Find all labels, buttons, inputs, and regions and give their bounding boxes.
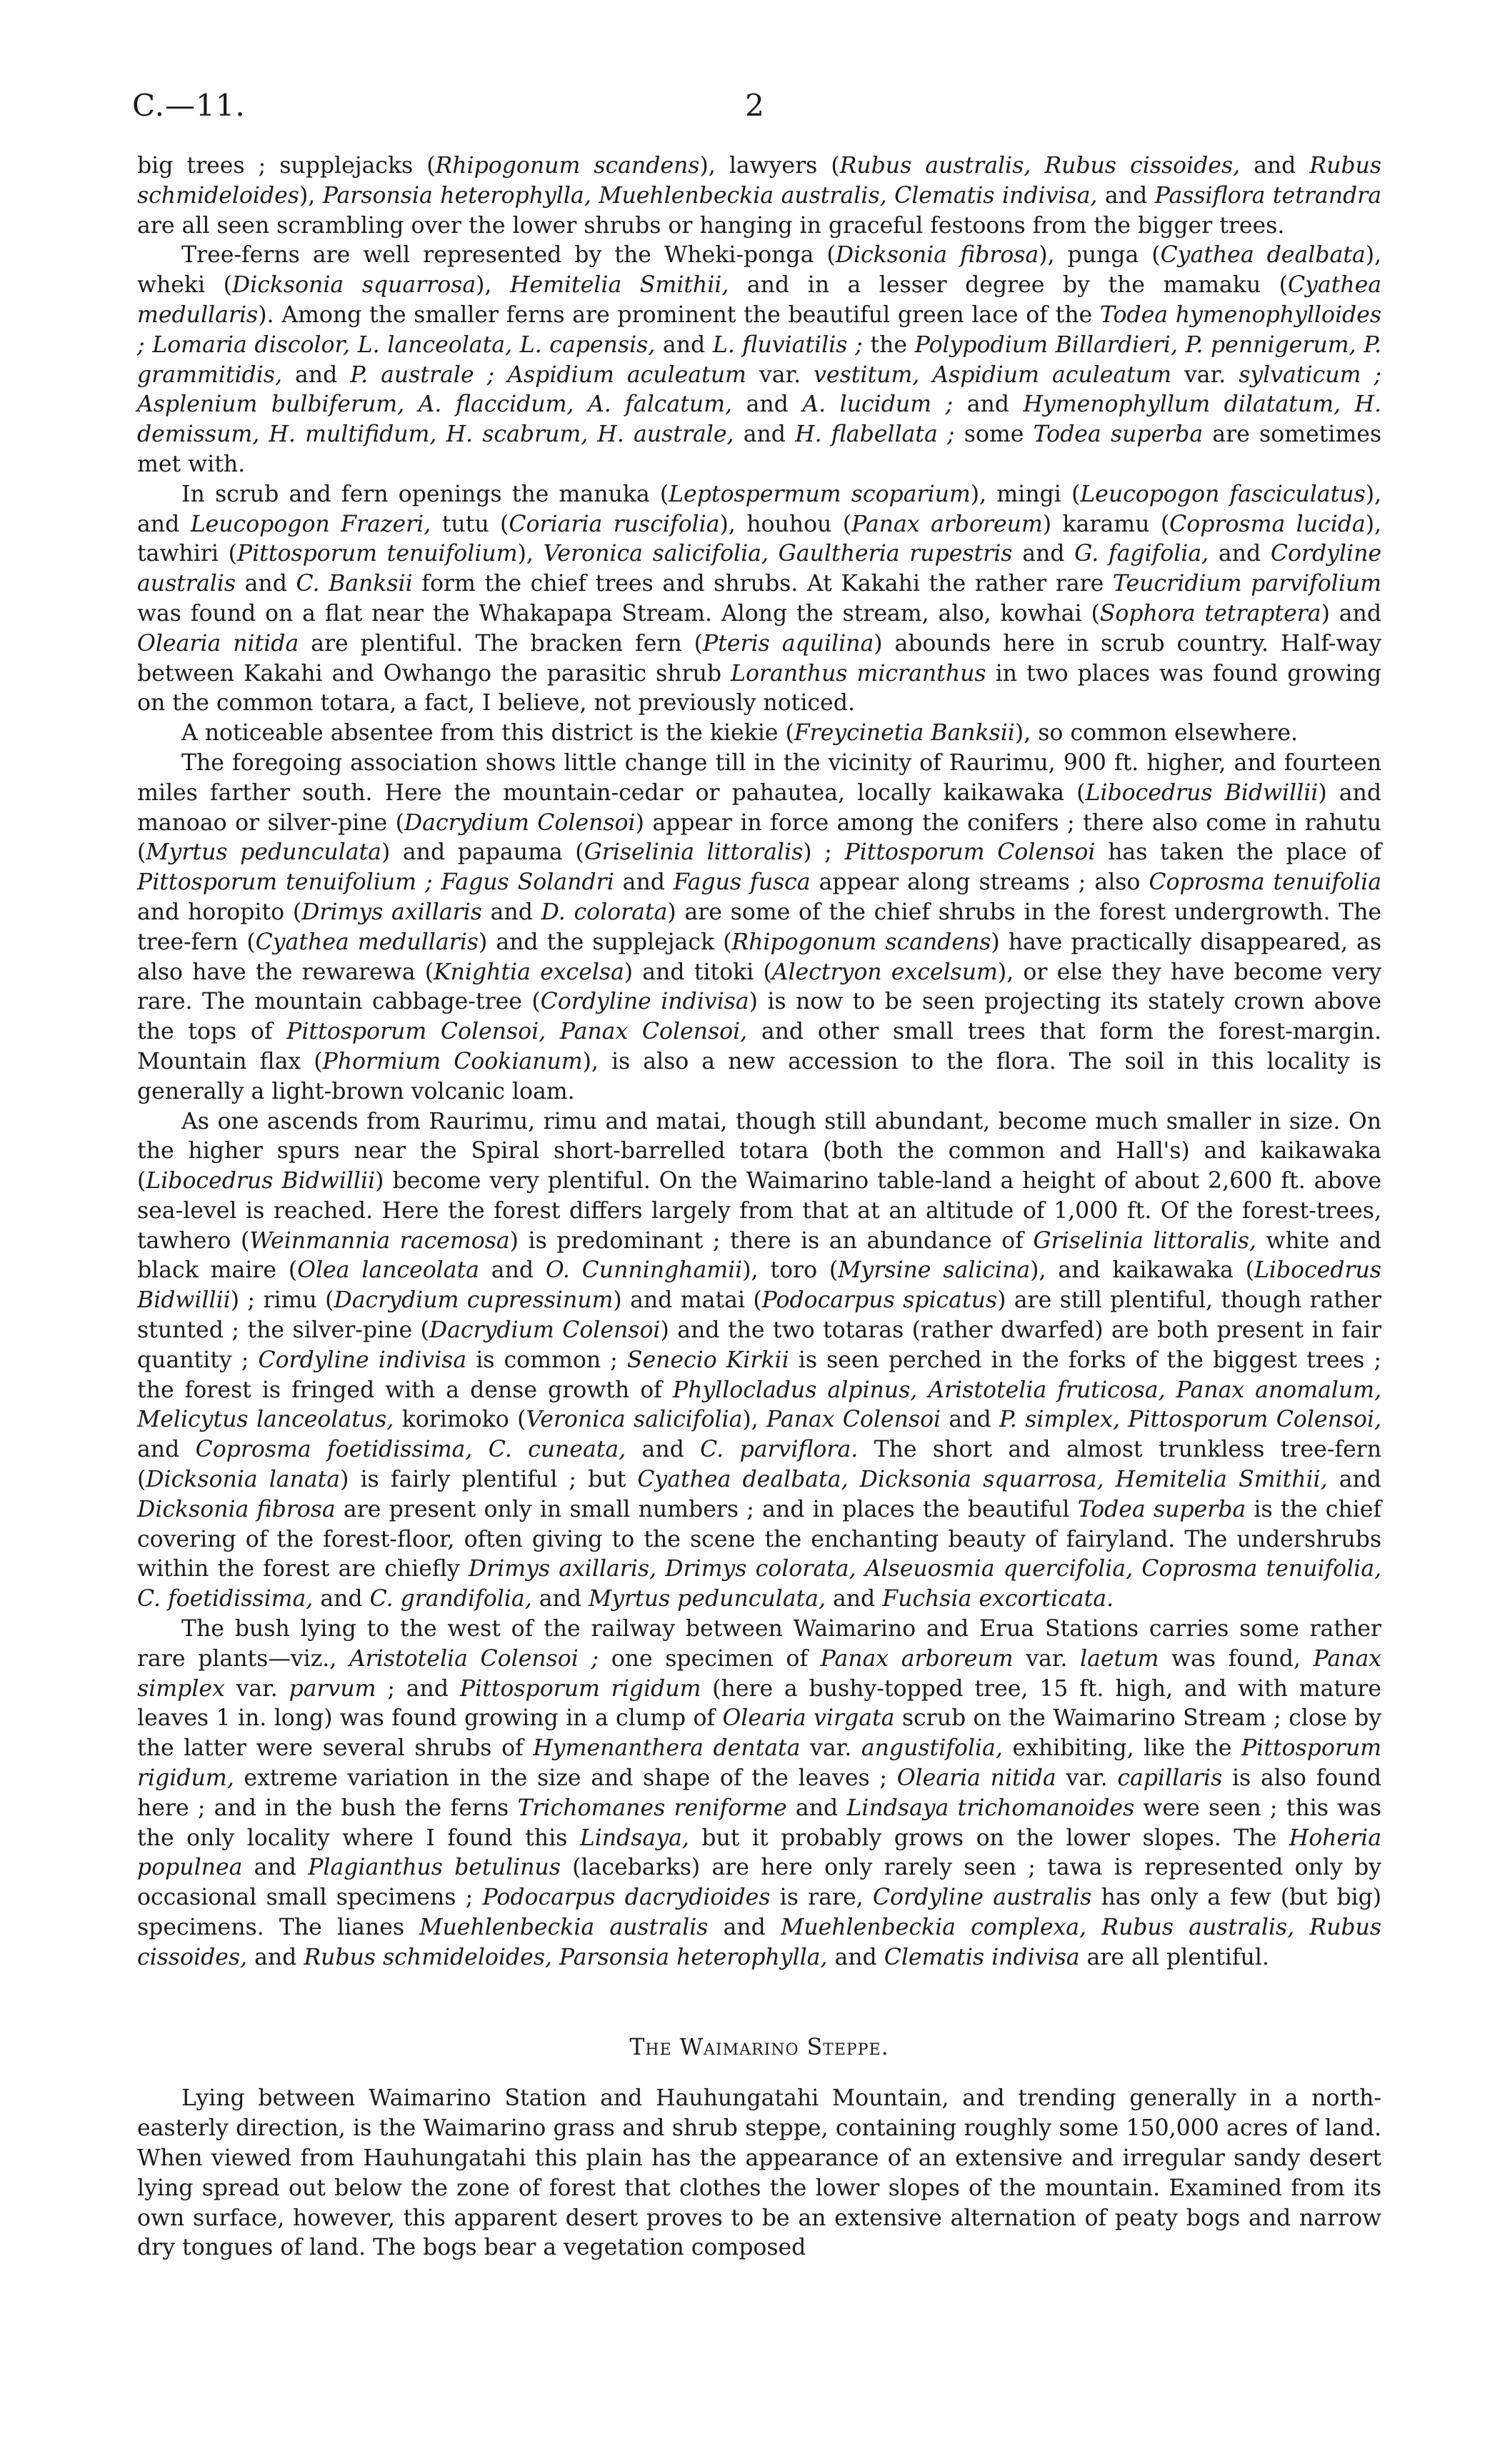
italic-text-run: Panax arboreum — [851, 511, 1043, 537]
italic-text-run: Drimys axillaris — [301, 899, 482, 925]
text-run: var. — [800, 1735, 861, 1762]
text-run: A noticeable absentee from this district is the kiekie ( — [181, 720, 794, 747]
italic-text-run: Hymenophyllum dilatatum, H. demissum, H. multifidum, H. scabrum, H. australe, — [137, 391, 1381, 448]
italic-text-run: Pittosporum rigidum — [459, 1675, 701, 1702]
text-run: ), or else they have become very rare. The mountain cabbage-tree ( — [137, 959, 1381, 1015]
text-run: appear along streams ; also — [810, 869, 1149, 896]
italic-text-run: C. grandifolia, — [369, 1586, 532, 1612]
italic-text-run: Panax Colensoi — [766, 1407, 941, 1433]
paragraph — [137, 1615, 1381, 1973]
italic-text-run: Senecio Kirkii — [626, 1347, 789, 1373]
text-run: white and black maire ( — [137, 1227, 1381, 1284]
italic-text-run: Polypodium Billardieri, P. pennigerum, P. grammitidis, — [137, 331, 1381, 388]
italic-text-run: Pteris aquilina — [702, 630, 874, 657]
italic-text-run: Coprosma lucida — [1169, 511, 1366, 537]
italic-text-run: Libocedrus Bidwillii — [146, 1168, 376, 1194]
italic-text-run: Veronica salicifolia — [526, 1407, 743, 1433]
text-run: ), houhou ( — [719, 511, 852, 537]
text-run: korimoko ( — [394, 1407, 526, 1433]
paragraph — [137, 480, 1381, 719]
italic-text-run: Pittosporum tenuifolium — [236, 541, 518, 567]
text-run: ) is predominant ; there is an abundance of — [509, 1227, 1034, 1254]
text-run: and — [1327, 1467, 1381, 1493]
italic-text-run: Hemitelia Smithii, — [509, 272, 729, 299]
italic-text-run: Myrsine salicina — [838, 1257, 1031, 1284]
text-run: ) have practically disappeared, as also have the rewarewa ( — [137, 929, 1381, 985]
italic-text-run: Cordyline indivisa — [258, 1347, 467, 1373]
italic-text-run: Trichomanes reniforme — [517, 1795, 787, 1821]
document-code: C.—11. — [132, 88, 246, 123]
italic-text-run: Sophora tetraptera — [1099, 600, 1321, 627]
text-run: ) and — [1321, 600, 1381, 627]
italic-text-run: Lindsaya, — [579, 1825, 689, 1851]
text-run: ), wheki ( — [137, 242, 1381, 299]
text-run: ) ; — [803, 839, 845, 866]
italic-text-run: Dicksonia fibrosa — [137, 1496, 336, 1522]
italic-text-run: Alectryon excelsum — [771, 959, 998, 985]
italic-text-run: Dacrydium cupressinum — [334, 1287, 614, 1314]
text-run: and — [247, 1944, 304, 1970]
text-run: ) is now to be seen projecting its stately crown above the tops of — [137, 989, 1381, 1045]
text-run: The short and almost trunkless tree-fern ( — [137, 1437, 1381, 1493]
text-run: ) and the two totaras (rather dwarfed) are both present in fair quantity ; — [137, 1317, 1381, 1373]
text-run: are present only in small numbers ; and in places the beautiful — [335, 1496, 1078, 1522]
italic-text-run: Dicksonia fibrosa — [835, 242, 1039, 269]
text-run: ) become very plentiful. On the Waimarino table-land a height of about 2,600 ft. above sea-level is reached. Here the forest differs largely from that at an altitude of 1,000 ft. Of the forest-trees, tawhero ( — [137, 1168, 1381, 1254]
italic-text-run: Olearia virgata — [722, 1705, 895, 1732]
italic-text-run: Dacrydium Colensoi — [429, 1317, 661, 1344]
text-run: big trees ; supplejacks ( — [137, 153, 436, 179]
italic-text-run: Todea superba — [1033, 422, 1204, 448]
text-run: ) appear in force among the conifers ; there also come in rahutu ( — [137, 809, 1381, 866]
italic-text-run: Lindsaya trichomanoides — [846, 1795, 1135, 1821]
text-run: ), tawhiri ( — [137, 511, 1382, 567]
text-run: Lying between Waimarino Station and Hauhungatahi Mountain, and trending generally in a north-easterly direction, is the Waimarino grass and shrub steppe, containing roughly some 150,000 acres of land. When viewed from Hauhungatahi this plain has the appearance of an extensive and irregular sandy desert lying spread out below the zone of forest that clothes the lower slopes of the mountain. Examined from its own surface, however, this apparent desert proves to be an extensive alternation of peaty bogs and narrow dry tongues of land. The bogs bear a vegetation composed — [137, 2085, 1381, 2261]
text-run: is rare, — [770, 1885, 873, 1911]
text-run: var. — [1056, 1765, 1118, 1792]
text-run: and — [614, 869, 674, 896]
paragraph — [137, 2084, 1381, 2263]
italic-text-run: Leucopogon fasciculatus — [1080, 481, 1366, 507]
italic-text-run: Freycinetia Banksii — [794, 720, 1015, 747]
text-run: scrub on the Waimarino Stream ; close by the latter were several shrubs of — [137, 1705, 1381, 1762]
italic-text-run: laetum — [1080, 1645, 1159, 1672]
italic-text-run: Drimys axillaris, Drimys colorata, Alseuosmia quercifolia, Coprosma tenuifolia, C. foetidissima, — [137, 1556, 1382, 1612]
text-run: and — [655, 331, 713, 358]
italic-text-run: Dicksonia lanata — [146, 1467, 341, 1493]
italic-text-run: Cordyline indivisa — [540, 989, 749, 1015]
text-run: In scrub and fern openings the manuka ( — [181, 481, 669, 507]
text-run: form the chief trees and shrubs. At Kakahi the rather rare — [412, 571, 1113, 597]
text-run: is common ; — [466, 1347, 627, 1373]
italic-text-run: L. fluviatilis ; — [712, 331, 863, 358]
text-run: ) and matai ( — [613, 1287, 762, 1314]
italic-text-run: Leptospermum scoparium — [669, 481, 971, 507]
italic-text-run: C. Banksii — [296, 571, 413, 597]
italic-text-run: A. lucidum ; — [802, 391, 954, 418]
italic-text-run: Podocarpus spicatus — [761, 1287, 998, 1314]
text-run: ), — [299, 182, 323, 209]
text-run: and — [481, 899, 541, 925]
text-run: ). Among the smaller ferns are prominent the beautiful green lace of the — [258, 301, 1100, 328]
text-run: ), and kaikawaka ( — [1030, 1257, 1254, 1284]
italic-text-run: D. colorata — [541, 899, 668, 925]
text-run: and — [941, 1407, 999, 1433]
italic-text-run: P. australe ; Aspidium aculeatum — [350, 361, 746, 388]
text-run: var. — [224, 1675, 289, 1702]
italic-text-run: P. simplex, Pittosporum Colensoi, — [999, 1407, 1381, 1433]
text-run: ), is also a new accession to the flora. The soil in this locality is generally a light-brown volcanic loam. — [137, 1048, 1381, 1104]
text-run: and — [825, 1586, 883, 1612]
section-paragraphs — [137, 2084, 1381, 2263]
text-run: is also found here ; and in the bush the ferns — [137, 1765, 1381, 1821]
italic-text-run: Plagianthus betulinus — [308, 1855, 561, 1881]
italic-text-run: Cyathea medullaris — [255, 929, 479, 955]
italic-text-run: capillaris — [1117, 1765, 1223, 1792]
italic-text-run: Hymenanthera dentata — [533, 1735, 801, 1762]
text-run: ), lawyers ( — [699, 153, 840, 179]
text-run: and — [242, 1855, 309, 1881]
text-run: are all plentiful. — [1079, 1944, 1269, 1970]
italic-text-run: C. parviflora. — [700, 1437, 859, 1463]
text-run: was found on a flat near the Whakapapa Stream. Along the stream, also, kowhai ( — [137, 600, 1100, 627]
italic-text-run: Griselinia littoralis — [584, 839, 804, 866]
italic-text-run: Rubus schmideloides — [137, 153, 1381, 209]
text-run: (lacebarks) are here only rarely seen ; tawa is represented only by occasional small specimens ; — [137, 1855, 1381, 1911]
paragraph — [137, 151, 1381, 241]
text-run: ) and titoki ( — [624, 959, 772, 985]
italic-text-run: Cyathea medullaris — [137, 272, 1381, 328]
text-run: ), punga ( — [1039, 242, 1161, 269]
text-run: but it probably grows on the lower slopes. The — [689, 1825, 1289, 1851]
italic-text-run: Muehlenbeckia australis — [419, 1915, 709, 1941]
text-run: and — [1209, 541, 1271, 567]
italic-text-run: Libocedrus Bidwillii — [137, 1257, 1381, 1314]
italic-text-run: Dicksonia squarrosa — [231, 272, 476, 299]
text-run: and — [1240, 153, 1310, 179]
text-run: and — [531, 1586, 589, 1612]
italic-text-run: angustifolia, — [861, 1735, 1003, 1762]
italic-text-run: Rhipogonum scandens — [435, 153, 700, 179]
text-run: the — [862, 331, 915, 358]
italic-text-run: Leucopogon Frazeri, — [190, 511, 431, 537]
text-run: was found, — [1159, 1645, 1314, 1672]
text-run: Tree-ferns are well represented by the Wheki-ponga ( — [181, 242, 836, 269]
text-run: tutu ( — [431, 511, 509, 537]
text-run: ), — [476, 272, 510, 299]
text-run: were seen ; this was the only locality where I found this — [137, 1795, 1382, 1851]
italic-text-run: Podocarpus dacrydioides — [482, 1885, 771, 1911]
text-run: one specimen of — [599, 1645, 821, 1672]
italic-text-run: Olea lanceolata — [297, 1257, 479, 1284]
italic-text-run: vestitum, Aspidium aculeatum — [814, 361, 1171, 388]
text-run: ; and — [376, 1675, 460, 1702]
text-run: As one ascends from Raurimu, rimu and matai, though still abundant, become much smaller in size. On the higher spurs near the Spiral short-barrelled totara (both the common and Hall's) and kaikawaka ( — [137, 1108, 1381, 1194]
section-heading: The Waimarino Steppe. — [629, 2034, 889, 2060]
text-run: and — [732, 391, 803, 418]
text-run: and in a lesser degree by the mamaku ( — [729, 272, 1288, 299]
text-run: ) is fairly plentiful ; but — [340, 1467, 638, 1493]
body-text — [137, 151, 1381, 2263]
text-run: ) ; rimu ( — [230, 1287, 334, 1314]
text-run: are all seen scrambling over the lower shrubs or hanging in graceful festoons from the bigger trees. — [137, 212, 1285, 239]
italic-text-run: Coprosma tenuifolia — [1149, 869, 1381, 896]
text-run: and — [281, 361, 351, 388]
text-run: var. — [1013, 1645, 1081, 1672]
italic-text-run: Coprosma foetidissima, C. cuneata, — [195, 1437, 626, 1463]
running-header — [132, 84, 1378, 127]
italic-text-run: sylvaticum ; Asplenium bulbiferum, A. flaccidum, A. falcatum, — [137, 361, 1382, 418]
italic-text-run: Fagus fusca — [673, 869, 811, 896]
text-run: has taken the place of — [1095, 839, 1381, 866]
text-run: and — [786, 1795, 847, 1821]
italic-text-run: Cyathea dealbata, Dicksonia squarrosa, Hemitelia Smithii, — [637, 1467, 1328, 1493]
italic-text-run: Knightia excelsa — [434, 959, 624, 985]
text-run: ), so common elsewhere. — [1014, 720, 1299, 747]
text-run: ) are some of the chief shrubs in the forest undergrowth. The tree-fern ( — [137, 899, 1381, 955]
text-run: ), mingi ( — [970, 481, 1081, 507]
text-run: in two places was found growing on the common totara, a fact, I believe, not previously noticed. — [137, 660, 1381, 717]
text-run: and — [313, 1586, 370, 1612]
italic-text-run: Phormium Cookianum — [322, 1048, 583, 1074]
italic-text-run: Todea superba — [1077, 1496, 1246, 1522]
italic-text-run: Rhipogonum scandens — [731, 929, 991, 955]
text-run: and — [734, 422, 796, 448]
italic-text-run: Panax simplex — [137, 1645, 1382, 1702]
text-run: ) karamu ( — [1042, 511, 1170, 537]
text-run: and horopito ( — [137, 899, 302, 925]
text-run: ), — [742, 1407, 767, 1433]
italic-text-run: H. flabellata ; — [795, 422, 955, 448]
text-run: ) and the supplejack ( — [478, 929, 732, 955]
italic-text-run: Todea hymenophylloides ; Lomaria discolor, L. lanceolata, L. capensis, — [137, 301, 1381, 358]
italic-text-run: Fuchsia excorticata. — [882, 1586, 1114, 1612]
text-run: ), toro ( — [742, 1257, 839, 1284]
italic-text-run: Myrtus pedunculata — [146, 839, 381, 866]
text-run: ) abounds here in scrub country. Half-way between Kakahi and Owhango the parasitic shrub — [137, 630, 1381, 687]
text-run: and — [953, 391, 1024, 418]
text-run: ), — [517, 541, 544, 567]
italic-text-run: Pittosporum Colensoi — [844, 839, 1096, 866]
italic-text-run: Clematis indivisa — [884, 1944, 1080, 1970]
italic-text-run: Teucridium parvifolium — [1112, 571, 1381, 597]
main-paragraphs — [137, 151, 1381, 1973]
text-run: extreme variation in the size and shape of the leaves ; — [234, 1765, 897, 1792]
italic-text-run: G. fagifolia, — [1074, 541, 1209, 567]
italic-text-run: Veronica salicifolia, Gaultheria rupestris — [543, 541, 1013, 567]
text-run: exhibiting, like the — [1002, 1735, 1241, 1762]
italic-text-run: Rubus australis, Rubus cissoides, — [839, 153, 1241, 179]
italic-text-run: Olearia nitida — [137, 630, 299, 657]
italic-text-run: Pittosporum tenuifolium ; Fagus Solandri — [137, 869, 614, 896]
paragraph — [137, 749, 1381, 1107]
text-run: and — [708, 1915, 781, 1941]
text-run: ) are still plentiful, though rather stunted ; the silver-pine ( — [137, 1287, 1381, 1344]
italic-text-run: Loranthus micranthus — [731, 660, 986, 687]
text-run: is seen perched in the forks of the biggest trees ; the forest is fringed with a dense growth of — [137, 1347, 1381, 1403]
italic-text-run: Olearia nitida — [896, 1765, 1056, 1792]
text-run: ) and papauma ( — [381, 839, 584, 866]
italic-text-run: Libocedrus Bidwillii — [1085, 779, 1319, 806]
italic-text-run: Pittosporum Colensoi, Panax Colensoi, — [286, 1019, 748, 1045]
text-run: and other small trees that form the forest-margin. Mountain flax ( — [137, 1019, 1381, 1074]
text-run: The bush lying to the west of the railway between Waimarino and Erua Stations carries some rather rare plants—viz., — [137, 1616, 1381, 1672]
text-run: are sometimes met with. — [137, 422, 1381, 477]
text-run: The foregoing association shows little change till in the vicinity of Raurimu, 900 ft. higher, and fourteen miles farther south. Here the mountain-cedar or pahautea, locally kaikawaka ( — [137, 749, 1381, 806]
text-run: ) and manoao or silver-pine ( — [137, 779, 1381, 836]
italic-text-run: Rubus schmideloides, Parsonsia heterophylla, — [304, 1944, 828, 1970]
paragraph — [137, 1107, 1381, 1615]
italic-text-run: Cordyline australis — [137, 541, 1382, 597]
italic-text-run: Weinmannia racemosa — [249, 1227, 510, 1254]
italic-text-run: Dacrydium Colensoi — [404, 809, 636, 836]
text-run: are plentiful. The bracken fern ( — [299, 630, 703, 657]
italic-text-run: Coriaria ruscifolia — [509, 511, 720, 537]
italic-text-run: Phyllocladus alpinus, Aristotelia fruticosa, Panax anomalum, Melicytus lanceolatus, — [137, 1377, 1381, 1433]
italic-text-run: Cyathea dealbata — [1160, 242, 1366, 269]
text-run: (here a bushy-topped tree, 15 ft. high, and with mature leaves 1 in. long) was found growing in a clump of — [137, 1675, 1381, 1732]
italic-text-run: parvum — [289, 1675, 376, 1702]
text-run: and — [236, 571, 296, 597]
italic-text-run: Myrtus pedunculata, — [588, 1586, 826, 1612]
text-run: has only a few (but big) specimens. The lianes — [137, 1885, 1382, 1941]
text-run: some — [954, 422, 1034, 448]
italic-text-run: Hoheria populnea — [137, 1825, 1381, 1881]
text-run: var. — [1171, 361, 1239, 388]
paragraph — [137, 719, 1381, 749]
italic-text-run: Passiflora tetrandra — [1154, 182, 1381, 209]
text-run: and — [1097, 182, 1155, 209]
text-run: is the chief covering of the forest-floor, often giving to the scene the enchanting beauty of fairyland. The undershrubs within the forest are chiefly — [137, 1496, 1382, 1582]
italic-text-run: Muehlenbeckia complexa, Rubus australis, Rubus cissoides, — [137, 1915, 1381, 1970]
italic-text-run: Panax arboreum — [820, 1645, 1014, 1672]
text-run: and — [137, 1437, 196, 1463]
italic-text-run: Aristotelia Colensoi ; — [349, 1645, 599, 1672]
italic-text-run: Pittosporum rigidum, — [137, 1735, 1381, 1792]
page-number: 2 — [745, 88, 765, 123]
italic-text-run: Griselinia littoralis, — [1033, 1227, 1256, 1254]
italic-text-run: O. Cunninghamii — [545, 1257, 743, 1284]
text-run: and — [479, 1257, 546, 1284]
text-run: ), and — [137, 481, 1382, 537]
text-run: and — [626, 1437, 701, 1463]
text-run: var. — [746, 361, 814, 388]
text-run: and — [1012, 541, 1075, 567]
italic-text-run: Cordyline australis — [872, 1885, 1092, 1911]
text-run: and — [827, 1944, 884, 1970]
paragraph — [137, 241, 1381, 479]
italic-text-run: Parsonsia heterophylla, Muehlenbeckia australis, Clematis indivisa, — [322, 182, 1098, 209]
